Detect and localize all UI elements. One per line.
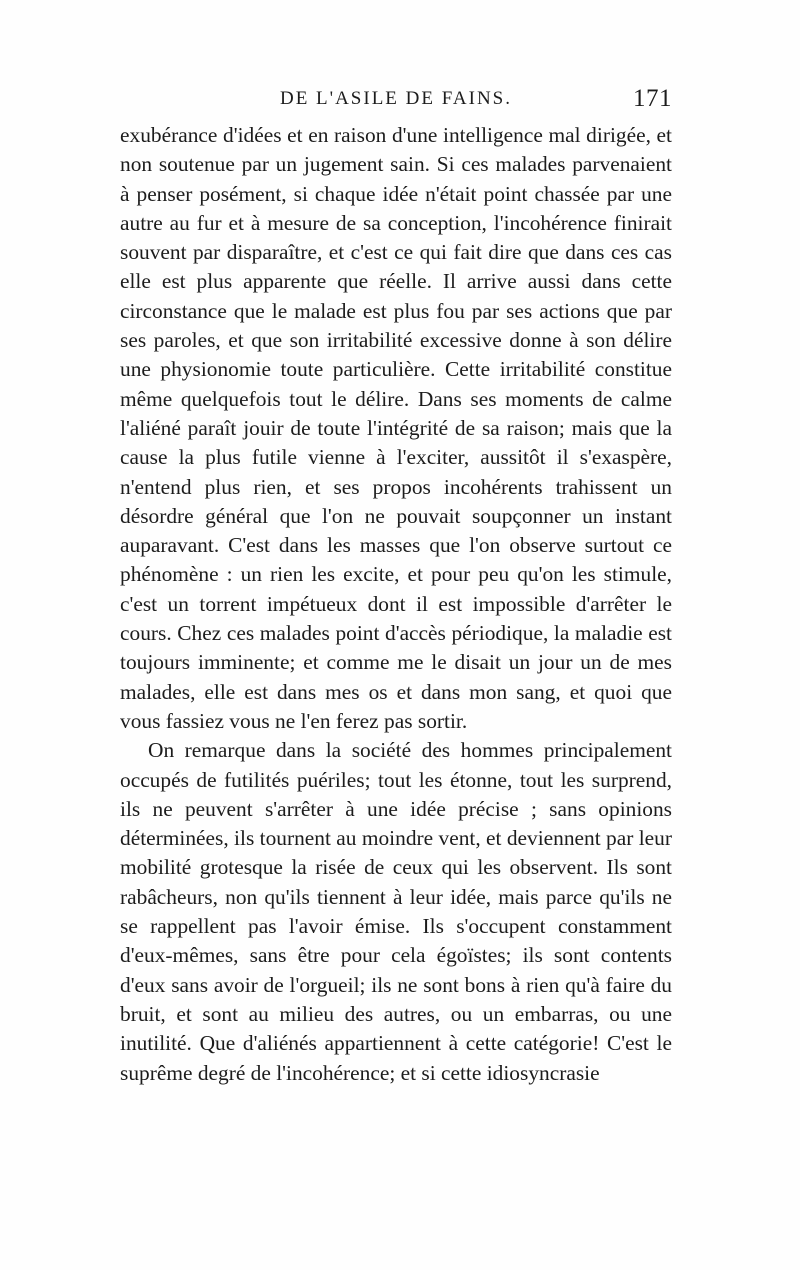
paragraph: On remarque dans la société des hommes principalement occupés de futilités puériles; tout les étonne, tout les surprend, ils ne peuvent s'arrêter à une idée précise ; sans opinions déterminées, ils tournent au moindre vent, et deviennent par leur mobilité grotesque la risée de ceux qui les observent. Ils sont rabâcheurs, non qu'ils tiennent à leur idée, mais parce qu'ils ne se rappellent pas l'avoir émise. Ils s'occupent constamment d'eux-mêmes, sans être pour cela égoïstes; ils sont contents d'eux sans avoir de l'orgueil; ils ne sont bons à rien qu'à faire du bruit, et sont au milieu des autres, ou un embarras, ou une inutilité. Que d'aliénés appartiennent à cette catégorie! C'est le suprême degré de l'incohérence; et si cette idiosyncrasie	[120, 738, 672, 1085]
running-head: DE L'ASILE DE FAINS.	[279, 88, 512, 109]
body-text	[120, 121, 672, 1088]
paragraph-continued: exubérance d'idées et en raison d'une intelligence mal dirigée, et non soutenue par un jugement sain. Si ces malades parvenaient à penser posément, si chaque idée n'était point chassée par une autre au fur et à mesure de sa conception, l'incohérence finirait souvent par disparaître, et c'est ce qui fait dire que dans ces cas elle est plus apparente que réelle. Il arrive aussi dans cette circonstance que le malade est plus fou par ses actions que par ses paroles, et que son irritabilité excessive donne à son délire une physionomie toute particulière. Cette irritabilité constitue même quelquefois tout le délire. Dans ses moments de calme l'aliéné paraît jouir de toute l'intégrité de sa raison; mais que la cause la plus futile vienne à l'exciter, aussitôt il s'exaspère, n'entend plus rien, et ses propos incohérents trahissent un désordre général que l'on ne pouvait soupçonner un instant auparavant. C'est dans les masses que l'on observe surtout ce phénomène : un rien les excite, et pour peu qu'on les stimule, c'est un torrent impétueux dont il est impossible d'arrêter le cours. Chez ces malades point d'accès périodique, la maladie est toujours imminente; et comme me le disait un jour un de mes malades, elle est dans mes os et dans mon sang, et quoi que vous fassiez vous ne l'en ferez pas sortir.	[120, 123, 672, 733]
page-header	[120, 85, 672, 118]
page-number: 171	[633, 85, 672, 112]
